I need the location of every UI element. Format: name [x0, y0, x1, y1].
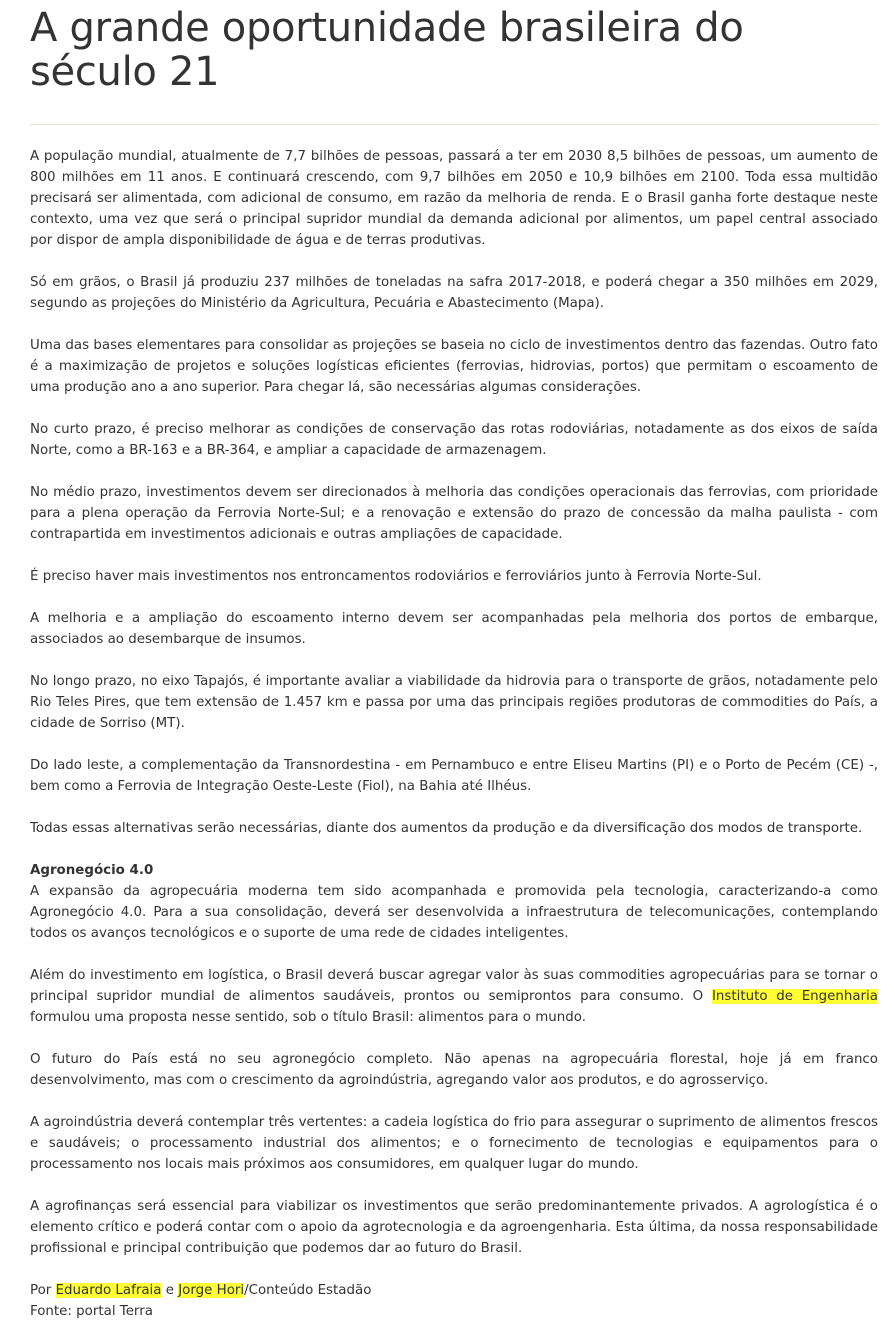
paragraph-junctions: É preciso haver mais investimentos nos entroncamentos rodoviários e ferroviários junto à Ferrovia Norte-Sul. — [30, 569, 762, 584]
paragraph-population: A população mundial, atualmente de 7,7 bilhões de pessoas, passará a ter em 2030 8,5 bilhões de pessoas, um aumento de 800 milhões em 11 anos. E continuará crescendo, com 9,7 bilhões em 2050 e 10,9 bilhões em 2100. Toda essa multidão precisará ser alimentada, com adicional de consumo, em razão da melhoria de renda. E o Brasil ganha forte destaque neste contexto, uma vez que será o principal supridor mundial da demanda adicional por alimentos, um papel central associado por dispor de ampla disponibilidade de água e de terras produtivas. — [30, 149, 878, 248]
paragraph-logistics — [30, 965, 878, 1028]
paragraph-investment-cycle: Uma das bases elementares para consolidar as projeções se baseia no ciclo de investimentos dentro das fazendas. Outro fato é a maximização de projetos e soluções logísticas eficientes (ferrovias, hidrovias, portos) que permitam o escoamento de uma produção ano a ano superior. Para chegar lá, são necessárias algumas considerações. — [30, 338, 878, 395]
title-divider — [30, 124, 878, 125]
byline-joiner: e — [161, 1283, 179, 1298]
paragraph-grains: Só em grãos, o Brasil já produziu 237 milhões de toneladas na safra 2017-2018, e poderá chegar a 350 milhões em 2029, segundo as projeções do Ministério da Agricultura, Pecuária e Abastecimento (Mapa). — [30, 275, 878, 311]
paragraph-east-side: Do lado leste, a complementação da Transnordestina - em Pernambuco e entre Eliseu Martins (PI) e o Porto de Pecém (CE) -, bem como a Ferrovia de Integração Oeste-Leste (Fiol), na Bahia até Ilhéus. — [30, 758, 878, 794]
page-title: A grande oportunidade brasileira do século 21 — [30, 5, 744, 95]
section-heading: Agronegócio 4.0 — [30, 863, 154, 878]
section-agronegocio — [30, 860, 878, 944]
paragraph-agrofinance: A agrofinanças será essencial para viabilizar os investimentos que serão predominantemente privados. A agrologística é o elemento crítico e poderá contar com o apoio da agrotecnologia e da agroengenharia. Esta última, da nossa responsabilidade profissional e principal contribuição que podemos dar ao futuro do Brasil. — [30, 1199, 878, 1256]
paragraph-short-term: No curto prazo, é preciso melhorar as condições de conservação das rotas rodoviárias, notadamente as dos eixos de saída Norte, como a BR-163 e a BR-364, e ampliar a capacidade de armazenagem. — [30, 422, 878, 458]
author-link-hori[interactable]: Jorge Hori — [178, 1283, 245, 1298]
logistics-text-after: formulou uma proposta nesse sentido, sob o título Brasil: alimentos para o mundo. — [30, 1010, 586, 1025]
logistics-text-before: Além do investimento em logística, o Brasil deverá buscar agregar valor às suas commodities agropecuárias para se tornar o principal supridor mundial de alimentos saudáveis, prontos ou semiprontos para consumo. O — [30, 968, 878, 1004]
byline-prefix: Por — [30, 1283, 56, 1298]
byline-suffix: /Conteúdo Estadão — [244, 1283, 372, 1298]
article — [30, 0, 878, 1322]
section-intro: A expansão da agropecuária moderna tem sido acompanhada e promovida pela tecnologia, caracterizando-a como Agronegócio 4.0. Para a sua consolidação, deverá ser desenvolvida a infraestrutura de telecomunicações, contemplando todos os avanços tecnológicos e o suporte de uma rede de cidades inteligentes. — [30, 884, 878, 941]
paragraph-long-term: No longo prazo, no eixo Tapajós, é importante avaliar a viabilidade da hidrovia para o transporte de grãos, notadamente pelo Rio Teles Pires, que tem extensão de 1.457 km e passa por uma das principais regiões produtoras de commodities do País, a cidade de Sorriso (MT). — [30, 674, 878, 731]
article-body — [30, 146, 878, 1322]
highlight-instituto-link[interactable]: Instituto de Engenharia — [711, 989, 878, 1004]
byline-source: Fonte: portal Terra — [30, 1304, 153, 1319]
paragraph-alternatives: Todas essas alternativas serão necessárias, diante dos aumentos da produção e da diversificação dos modos de transporte. — [30, 821, 863, 836]
paragraph-agroindustry: A agroindústria deverá contemplar três vertentes: a cadeia logística do frio para assegurar o suprimento de alimentos frescos e saudáveis; o processamento industrial dos alimentos; e o fornecimento de tecnologias e equipamentos para o processamento nos locais mais próximos aos consumidores, em qualquer lugar do mundo. — [30, 1115, 878, 1172]
paragraph-future: O futuro do País está no seu agronegócio completo. Não apenas na agropecuária florestal, hoje já em franco desenvolvimento, mas com o crescimento da agroindústria, agregando valor aos produtos, e do agrosserviço. — [30, 1052, 878, 1088]
byline-authors — [30, 1280, 878, 1301]
author-link-lafraia[interactable]: Eduardo Lafraia — [55, 1283, 162, 1298]
paragraph-ports: A melhoria e a ampliação do escoamento interno devem ser acompanhadas pela melhoria dos portos de embarque, associados ao desembarque de insumos. — [30, 611, 878, 647]
byline — [30, 1280, 878, 1322]
paragraph-medium-term: No médio prazo, investimentos devem ser direcionados à melhoria das condições operacionais das ferrovias, com prioridade para a plena operação da Ferrovia Norte-Sul; e a renovação e extensão do prazo de concessão da malha paulista - com contrapartida em investimentos adicionais e outras ampliações de capacidade. — [30, 485, 878, 542]
